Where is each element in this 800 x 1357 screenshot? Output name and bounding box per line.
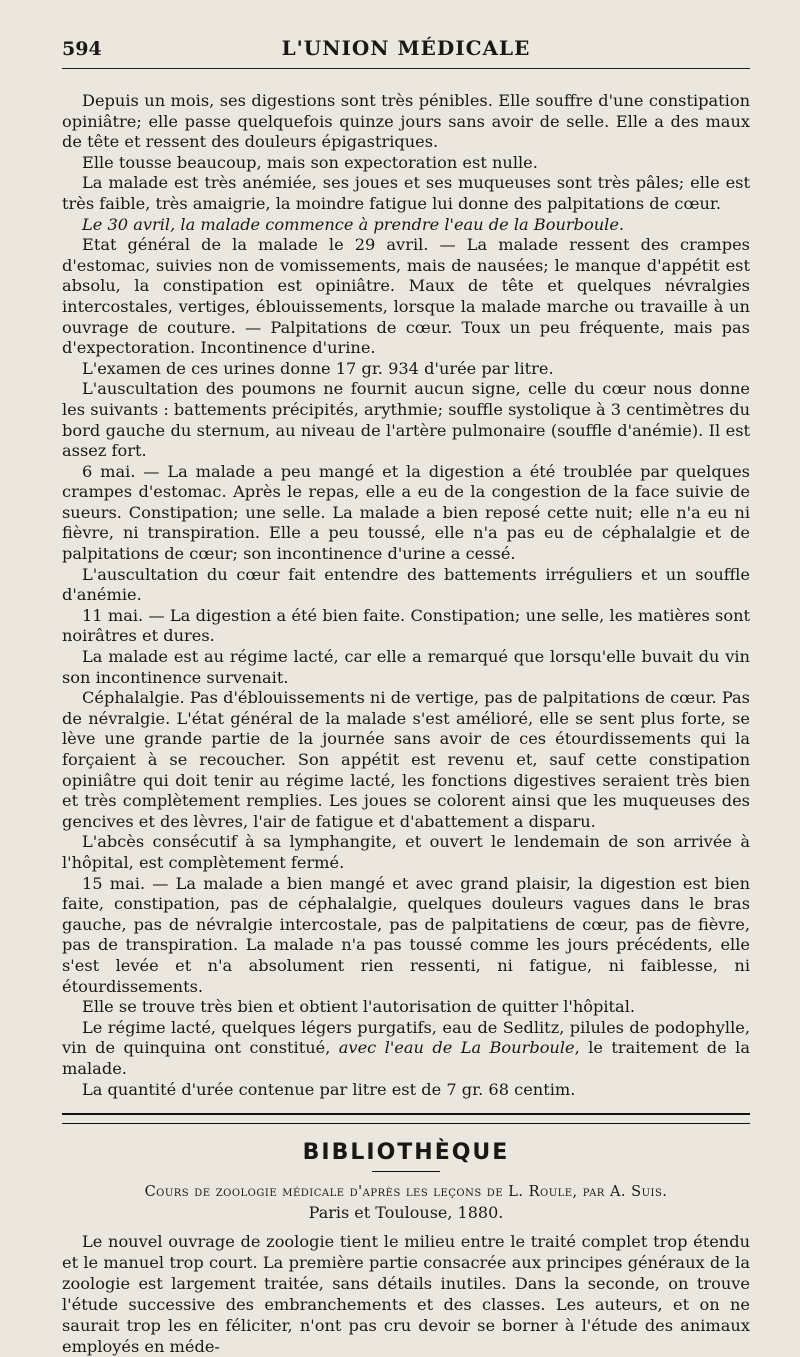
paragraph: 15 mai. — La malade a bien mangé et avec grand plaisir, la digestion est bien faite, constipation, pas de céphalalgie, quelques douleurs vagues dans le bras gauche, pas de névralgie intercostale, pas de palpitatiens de cœur, pas de fièvre, pas de transpiration. La malade n'a pas toussé comme les jours précédents, elle s'est levée et n'a absolument rien ressenti, ni fatigue, ni faiblesse, ni étourdissements.: [62, 873, 750, 996]
urea-paragraph: La quantité d'urée contenue par litre est de 7 gr. 68 centim.: [82, 1079, 576, 1099]
paragraph: La malade est au régime lacté, car elle a remarqué que lorsqu'elle buvait du vin son incontinence survenait.: [62, 647, 750, 687]
header-rule: [62, 68, 750, 69]
book-publication: Paris et Toulouse, 1880.: [308, 1203, 504, 1223]
paragraph: Céphalalgie. Pas d'éblouissements ni de vertige, pas de palpitations de cœur. Pas de névralgie. L'état général de la malade s'est amélioré, elle se sent plus forte, se lève une grande partie de la journée sans avoir de ces étourdissements qui la forçaient à se recoucher. Son appétit est revenu et, sauf cette constipation opiniâtre qui doit tenir au régime lacté, les fonctions digestives seraient très bien et très complètement remplies. Les joues se colorent ainsi que les muqueuses des gencives et des lèvres, l'air de fatigue et d'abattement a disparu.: [62, 688, 750, 831]
paragraph: Elle tousse beaucoup, mais son expectoration est nulle.: [82, 152, 538, 172]
paragraph: 6 mai. — La malade a peu mangé et la digestion a été troublée par quelques crampes d'estomac. Après le repas, elle a eu de la congestion de la face suivie de sueurs. Constipation; une selle. La malade a bien reposé cette nuit; elle n'a eu ni fièvre, ni transpiration. Elle a peu toussé, elle n'a pas eu de céphalalgie et de palpitations de cœur; son incontinence d'urine a cessé.: [62, 461, 750, 564]
journal-title: L'UNION MÉDICALE: [281, 36, 531, 60]
section-title: BIBLIOTHÈQUE: [302, 1140, 510, 1166]
paragraph: Depuis un mois, ses digestions sont très pénibles. Elle souffre d'une constipation opiniâtre; elle passe quelquefois quinze jours sans avoir de selle. Elle a des maux de tête et ressent des douleurs épigastriques.: [62, 91, 750, 152]
paragraph: Etat général de la malade le 29 avril. — La malade ressent des crampes d'estomac, suivies non de vomissements, mais de nausées; le manque d'appétit est absolu, la constipation est opiniâtre. Maux de tête et quelques névralgies intercostales, vertiges, éblouissements, lorsque la malade marche ou travaille à un ouvrage de couture. — Palpitations de cœur. Toux un peu fréquente, mais pas d'expectoration. Incontinence d'urine.: [62, 235, 750, 358]
running-header: [62, 0, 750, 70]
treatment-paragraph: [62, 1018, 750, 1080]
paragraph-italic: [62, 215, 750, 236]
treatment-text-end: , le traitement de la malade.: [62, 1038, 750, 1078]
paragraph: L'auscultation du cœur fait entendre des battements irréguliers et un souffle d'anémie.: [62, 564, 750, 605]
italic-date-note: Le 30 avril, la malade commence à prendre l'eau de la Bourboule.: [82, 214, 625, 234]
paragraph: Elle se trouve très bien et obtient l'autorisation de quitter l'hôpital.: [82, 997, 636, 1017]
treatment-italic: avec l'eau de La Bourboule: [338, 1038, 575, 1058]
review-paragraph: Le nouvel ouvrage de zoologie tient le milieu entre le traité complet trop étendu et le manuel trop court. La première partie consacrée aux principes généraux de la zoologie est largement traitée, sans détails inutiles. Dans la seconde, on trouve l'étude successive des embranchements et des classes. Les auteurs, et on ne saurait trop les en féliciter, n'ont pas cru devoir se borner à l'étude des animaux employés en méde-: [62, 1232, 750, 1357]
section-divider: [62, 1113, 750, 1124]
treatment-text: Le régime lacté, quelques légers purgatifs, eau de Sedlitz, pilules de podophylle, vin de quinquina ont constitué,: [62, 1017, 750, 1058]
paragraph: 11 mai. — La digestion a été bien faite. Constipation; une selle, les matières sont noirâtres et dures.: [62, 605, 750, 646]
paragraph: L'auscultation des poumons ne fournit aucun signe, celle du cœur nous donne les suivants : battements précipités, arythmie; souffle systolique à 3 centimètres du bord gauche du sternum, au niveau de l'artère pulmonaire (souffle d'anémie). Il est assez fort.: [62, 379, 750, 461]
page-number: 594: [62, 38, 102, 60]
paragraph: L'examen de ces urines donne 17 gr. 934 d'urée par litre.: [82, 358, 554, 378]
paragraph: L'abcès consécutif à sa lymphangite, et ouvert le lendemain de son arrivée à l'hôpital, est complètement fermé.: [62, 832, 750, 872]
title-underline: [372, 1171, 440, 1172]
review-text: [62, 1231, 750, 1357]
book-reference: Cours de zoologie médicale d'après les leçons de L. Roule, par A. Suis.: [144, 1184, 668, 1201]
case-report-text: [62, 91, 750, 1100]
paragraph: La malade est très anémiée, ses joues et ses muqueuses sont très pâles; elle est très faible, très amaigrie, la moindre fatigue lui donne des palpitations de cœur.: [62, 173, 750, 213]
